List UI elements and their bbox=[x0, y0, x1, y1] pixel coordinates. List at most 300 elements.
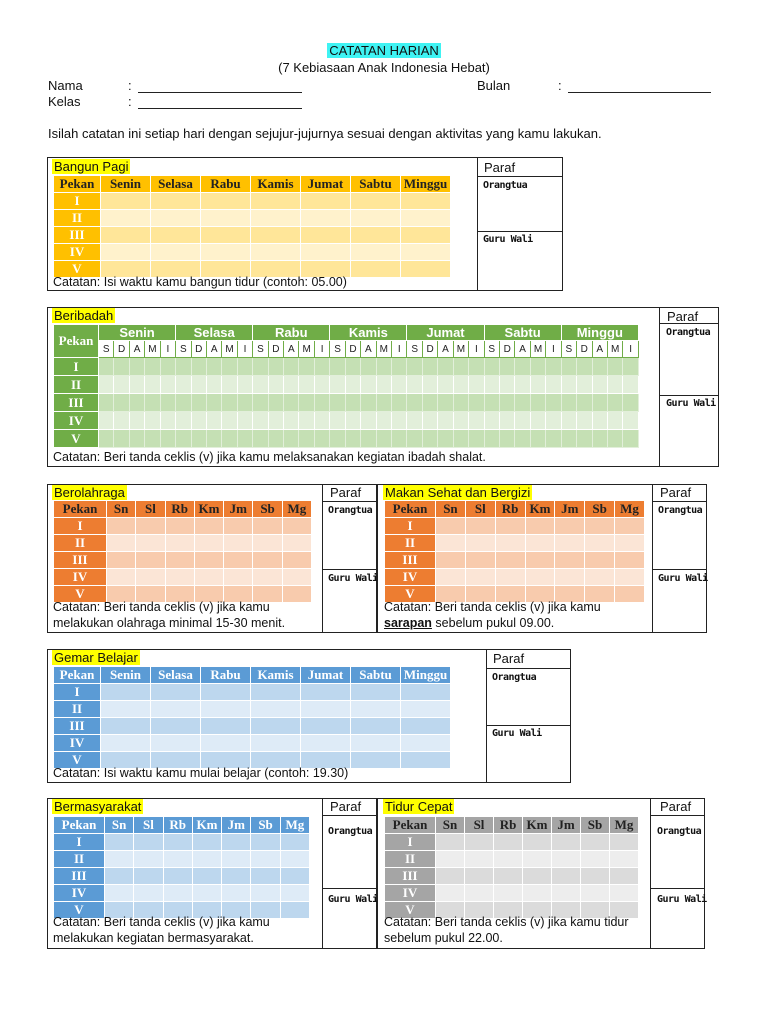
entry-cell[interactable] bbox=[607, 412, 622, 430]
entry-cell[interactable] bbox=[99, 376, 114, 394]
entry-cell[interactable] bbox=[577, 394, 592, 412]
kelas-field[interactable] bbox=[138, 96, 302, 109]
entry-cell[interactable] bbox=[222, 834, 251, 851]
nama-field[interactable] bbox=[138, 80, 302, 93]
entry-cell[interactable] bbox=[615, 569, 645, 586]
bulan-field[interactable] bbox=[568, 80, 711, 93]
entry-cell[interactable] bbox=[392, 412, 407, 430]
entry-cell[interactable] bbox=[546, 358, 561, 376]
entry-cell[interactable] bbox=[515, 394, 530, 412]
entry-cell[interactable] bbox=[206, 394, 221, 412]
entry-cell[interactable] bbox=[361, 394, 376, 412]
entry-cell[interactable] bbox=[224, 552, 253, 569]
entry-cell[interactable] bbox=[201, 701, 251, 718]
entry-cell[interactable] bbox=[585, 535, 615, 552]
entry-cell[interactable] bbox=[438, 394, 453, 412]
entry-cell[interactable] bbox=[129, 412, 144, 430]
entry-cell[interactable] bbox=[194, 569, 223, 586]
entry-cell[interactable] bbox=[484, 376, 499, 394]
entry-cell[interactable] bbox=[555, 552, 585, 569]
entry-cell[interactable] bbox=[351, 227, 401, 244]
entry-cell[interactable] bbox=[422, 430, 437, 448]
entry-cell[interactable] bbox=[222, 868, 251, 885]
entry-cell[interactable] bbox=[201, 244, 251, 261]
entry-cell[interactable] bbox=[165, 535, 194, 552]
entry-cell[interactable] bbox=[136, 518, 165, 535]
entry-cell[interactable] bbox=[592, 358, 607, 376]
entry-cell[interactable] bbox=[552, 868, 581, 885]
entry-cell[interactable] bbox=[552, 851, 581, 868]
entry-cell[interactable] bbox=[114, 376, 129, 394]
entry-cell[interactable] bbox=[201, 210, 251, 227]
entry-cell[interactable] bbox=[251, 684, 301, 701]
entry-cell[interactable] bbox=[101, 193, 151, 210]
entry-cell[interactable] bbox=[145, 358, 160, 376]
entry-cell[interactable] bbox=[494, 834, 523, 851]
entry-cell[interactable] bbox=[345, 376, 360, 394]
entry-cell[interactable] bbox=[436, 518, 466, 535]
entry-cell[interactable] bbox=[525, 518, 555, 535]
entry-cell[interactable] bbox=[585, 552, 615, 569]
entry-cell[interactable] bbox=[165, 552, 194, 569]
entry-cell[interactable] bbox=[105, 851, 134, 868]
entry-cell[interactable] bbox=[237, 394, 252, 412]
entry-cell[interactable] bbox=[330, 430, 345, 448]
entry-cell[interactable] bbox=[222, 885, 251, 902]
entry-cell[interactable] bbox=[145, 376, 160, 394]
entry-cell[interactable] bbox=[105, 834, 134, 851]
entry-cell[interactable] bbox=[191, 430, 206, 448]
entry-cell[interactable] bbox=[201, 684, 251, 701]
entry-cell[interactable] bbox=[484, 394, 499, 412]
entry-cell[interactable] bbox=[222, 412, 237, 430]
entry-cell[interactable] bbox=[136, 552, 165, 569]
entry-cell[interactable] bbox=[585, 518, 615, 535]
entry-cell[interactable] bbox=[101, 210, 151, 227]
entry-cell[interactable] bbox=[237, 376, 252, 394]
entry-cell[interactable] bbox=[561, 394, 576, 412]
entry-cell[interactable] bbox=[194, 518, 223, 535]
entry-cell[interactable] bbox=[515, 412, 530, 430]
entry-cell[interactable] bbox=[577, 358, 592, 376]
entry-cell[interactable] bbox=[99, 358, 114, 376]
entry-cell[interactable] bbox=[523, 868, 552, 885]
entry-cell[interactable] bbox=[101, 244, 151, 261]
entry-cell[interactable] bbox=[314, 376, 329, 394]
entry-cell[interactable] bbox=[523, 851, 552, 868]
entry-cell[interactable] bbox=[99, 394, 114, 412]
entry-cell[interactable] bbox=[401, 193, 451, 210]
entry-cell[interactable] bbox=[351, 735, 401, 752]
entry-cell[interactable] bbox=[376, 358, 391, 376]
entry-cell[interactable] bbox=[465, 834, 494, 851]
entry-cell[interactable] bbox=[282, 535, 311, 552]
entry-cell[interactable] bbox=[585, 569, 615, 586]
entry-cell[interactable] bbox=[465, 851, 494, 868]
entry-cell[interactable] bbox=[251, 227, 301, 244]
entry-cell[interactable] bbox=[361, 358, 376, 376]
entry-cell[interactable] bbox=[280, 868, 309, 885]
entry-cell[interactable] bbox=[469, 358, 484, 376]
entry-cell[interactable] bbox=[163, 834, 192, 851]
entry-cell[interactable] bbox=[284, 358, 299, 376]
entry-cell[interactable] bbox=[469, 412, 484, 430]
entry-cell[interactable] bbox=[581, 868, 610, 885]
entry-cell[interactable] bbox=[607, 430, 622, 448]
entry-cell[interactable] bbox=[407, 394, 422, 412]
entry-cell[interactable] bbox=[284, 376, 299, 394]
entry-cell[interactable] bbox=[134, 834, 163, 851]
entry-cell[interactable] bbox=[114, 394, 129, 412]
entry-cell[interactable] bbox=[282, 552, 311, 569]
entry-cell[interactable] bbox=[206, 358, 221, 376]
entry-cell[interactable] bbox=[151, 227, 201, 244]
entry-cell[interactable] bbox=[222, 851, 251, 868]
entry-cell[interactable] bbox=[176, 430, 191, 448]
entry-cell[interactable] bbox=[101, 684, 151, 701]
entry-cell[interactable] bbox=[253, 552, 282, 569]
entry-cell[interactable] bbox=[581, 885, 610, 902]
entry-cell[interactable] bbox=[224, 518, 253, 535]
entry-cell[interactable] bbox=[615, 552, 645, 569]
entry-cell[interactable] bbox=[129, 394, 144, 412]
entry-cell[interactable] bbox=[515, 358, 530, 376]
entry-cell[interactable] bbox=[251, 701, 301, 718]
entry-cell[interactable] bbox=[465, 868, 494, 885]
entry-cell[interactable] bbox=[422, 394, 437, 412]
entry-cell[interactable] bbox=[136, 535, 165, 552]
entry-cell[interactable] bbox=[151, 193, 201, 210]
entry-cell[interactable] bbox=[299, 430, 314, 448]
entry-cell[interactable] bbox=[623, 412, 639, 430]
entry-cell[interactable] bbox=[222, 376, 237, 394]
entry-cell[interactable] bbox=[610, 885, 639, 902]
entry-cell[interactable] bbox=[436, 868, 465, 885]
entry-cell[interactable] bbox=[453, 412, 468, 430]
entry-cell[interactable] bbox=[134, 868, 163, 885]
entry-cell[interactable] bbox=[351, 718, 401, 735]
entry-cell[interactable] bbox=[555, 518, 585, 535]
entry-cell[interactable] bbox=[422, 376, 437, 394]
entry-cell[interactable] bbox=[301, 210, 351, 227]
entry-cell[interactable] bbox=[392, 376, 407, 394]
entry-cell[interactable] bbox=[253, 358, 268, 376]
entry-cell[interactable] bbox=[192, 851, 221, 868]
entry-cell[interactable] bbox=[592, 376, 607, 394]
entry-cell[interactable] bbox=[453, 430, 468, 448]
entry-cell[interactable] bbox=[268, 394, 283, 412]
entry-cell[interactable] bbox=[206, 412, 221, 430]
entry-cell[interactable] bbox=[436, 851, 465, 868]
entry-cell[interactable] bbox=[494, 868, 523, 885]
entry-cell[interactable] bbox=[453, 358, 468, 376]
entry-cell[interactable] bbox=[407, 358, 422, 376]
entry-cell[interactable] bbox=[330, 394, 345, 412]
entry-cell[interactable] bbox=[436, 834, 465, 851]
entry-cell[interactable] bbox=[129, 430, 144, 448]
entry-cell[interactable] bbox=[607, 394, 622, 412]
entry-cell[interactable] bbox=[546, 430, 561, 448]
entry-cell[interactable] bbox=[99, 430, 114, 448]
entry-cell[interactable] bbox=[251, 244, 301, 261]
entry-cell[interactable] bbox=[561, 430, 576, 448]
entry-cell[interactable] bbox=[401, 227, 451, 244]
entry-cell[interactable] bbox=[495, 535, 525, 552]
entry-cell[interactable] bbox=[407, 430, 422, 448]
entry-cell[interactable] bbox=[546, 412, 561, 430]
entry-cell[interactable] bbox=[151, 244, 201, 261]
entry-cell[interactable] bbox=[607, 376, 622, 394]
entry-cell[interactable] bbox=[401, 684, 451, 701]
entry-cell[interactable] bbox=[345, 430, 360, 448]
entry-cell[interactable] bbox=[151, 718, 201, 735]
entry-cell[interactable] bbox=[253, 412, 268, 430]
entry-cell[interactable] bbox=[401, 261, 451, 278]
entry-cell[interactable] bbox=[577, 412, 592, 430]
entry-cell[interactable] bbox=[495, 569, 525, 586]
entry-cell[interactable] bbox=[282, 586, 311, 603]
entry-cell[interactable] bbox=[160, 412, 175, 430]
entry-cell[interactable] bbox=[280, 834, 309, 851]
entry-cell[interactable] bbox=[280, 902, 309, 919]
entry-cell[interactable] bbox=[107, 518, 136, 535]
entry-cell[interactable] bbox=[351, 752, 401, 769]
entry-cell[interactable] bbox=[101, 718, 151, 735]
entry-cell[interactable] bbox=[101, 701, 151, 718]
entry-cell[interactable] bbox=[251, 735, 301, 752]
entry-cell[interactable] bbox=[499, 394, 514, 412]
entry-cell[interactable] bbox=[101, 735, 151, 752]
entry-cell[interactable] bbox=[552, 834, 581, 851]
entry-cell[interactable] bbox=[351, 210, 401, 227]
entry-cell[interactable] bbox=[361, 412, 376, 430]
entry-cell[interactable] bbox=[301, 244, 351, 261]
entry-cell[interactable] bbox=[407, 412, 422, 430]
entry-cell[interactable] bbox=[192, 834, 221, 851]
entry-cell[interactable] bbox=[401, 244, 451, 261]
entry-cell[interactable] bbox=[523, 885, 552, 902]
entry-cell[interactable] bbox=[165, 518, 194, 535]
entry-cell[interactable] bbox=[530, 394, 545, 412]
entry-cell[interactable] bbox=[253, 430, 268, 448]
entry-cell[interactable] bbox=[345, 394, 360, 412]
entry-cell[interactable] bbox=[530, 358, 545, 376]
entry-cell[interactable] bbox=[465, 885, 494, 902]
entry-cell[interactable] bbox=[253, 569, 282, 586]
entry-cell[interactable] bbox=[438, 412, 453, 430]
entry-cell[interactable] bbox=[436, 535, 466, 552]
entry-cell[interactable] bbox=[361, 376, 376, 394]
entry-cell[interactable] bbox=[581, 851, 610, 868]
entry-cell[interactable] bbox=[465, 569, 495, 586]
entry-cell[interactable] bbox=[401, 210, 451, 227]
entry-cell[interactable] bbox=[546, 376, 561, 394]
entry-cell[interactable] bbox=[145, 430, 160, 448]
entry-cell[interactable] bbox=[251, 868, 280, 885]
entry-cell[interactable] bbox=[224, 569, 253, 586]
entry-cell[interactable] bbox=[453, 376, 468, 394]
entry-cell[interactable] bbox=[237, 358, 252, 376]
entry-cell[interactable] bbox=[253, 535, 282, 552]
entry-cell[interactable] bbox=[376, 412, 391, 430]
entry-cell[interactable] bbox=[301, 735, 351, 752]
entry-cell[interactable] bbox=[610, 868, 639, 885]
entry-cell[interactable] bbox=[105, 868, 134, 885]
entry-cell[interactable] bbox=[284, 412, 299, 430]
entry-cell[interactable] bbox=[401, 701, 451, 718]
entry-cell[interactable] bbox=[237, 412, 252, 430]
entry-cell[interactable] bbox=[301, 701, 351, 718]
entry-cell[interactable] bbox=[330, 412, 345, 430]
entry-cell[interactable] bbox=[376, 430, 391, 448]
entry-cell[interactable] bbox=[136, 569, 165, 586]
entry-cell[interactable] bbox=[201, 718, 251, 735]
entry-cell[interactable] bbox=[376, 376, 391, 394]
entry-cell[interactable] bbox=[160, 376, 175, 394]
entry-cell[interactable] bbox=[299, 358, 314, 376]
entry-cell[interactable] bbox=[523, 834, 552, 851]
entry-cell[interactable] bbox=[361, 430, 376, 448]
entry-cell[interactable] bbox=[282, 569, 311, 586]
entry-cell[interactable] bbox=[345, 358, 360, 376]
entry-cell[interactable] bbox=[422, 412, 437, 430]
entry-cell[interactable] bbox=[555, 569, 585, 586]
entry-cell[interactable] bbox=[134, 885, 163, 902]
entry-cell[interactable] bbox=[422, 358, 437, 376]
entry-cell[interactable] bbox=[351, 701, 401, 718]
entry-cell[interactable] bbox=[268, 412, 283, 430]
entry-cell[interactable] bbox=[592, 430, 607, 448]
entry-cell[interactable] bbox=[469, 394, 484, 412]
entry-cell[interactable] bbox=[484, 430, 499, 448]
entry-cell[interactable] bbox=[577, 376, 592, 394]
entry-cell[interactable] bbox=[282, 518, 311, 535]
entry-cell[interactable] bbox=[330, 358, 345, 376]
entry-cell[interactable] bbox=[194, 535, 223, 552]
entry-cell[interactable] bbox=[114, 412, 129, 430]
entry-cell[interactable] bbox=[623, 394, 639, 412]
entry-cell[interactable] bbox=[438, 358, 453, 376]
entry-cell[interactable] bbox=[376, 394, 391, 412]
entry-cell[interactable] bbox=[251, 834, 280, 851]
entry-cell[interactable] bbox=[494, 885, 523, 902]
entry-cell[interactable] bbox=[114, 430, 129, 448]
entry-cell[interactable] bbox=[151, 701, 201, 718]
entry-cell[interactable] bbox=[401, 752, 451, 769]
entry-cell[interactable] bbox=[284, 430, 299, 448]
entry-cell[interactable] bbox=[107, 535, 136, 552]
entry-cell[interactable] bbox=[280, 885, 309, 902]
entry-cell[interactable] bbox=[351, 684, 401, 701]
entry-cell[interactable] bbox=[555, 535, 585, 552]
entry-cell[interactable] bbox=[176, 412, 191, 430]
entry-cell[interactable] bbox=[561, 412, 576, 430]
entry-cell[interactable] bbox=[301, 684, 351, 701]
entry-cell[interactable] bbox=[99, 412, 114, 430]
entry-cell[interactable] bbox=[268, 358, 283, 376]
entry-cell[interactable] bbox=[392, 394, 407, 412]
entry-cell[interactable] bbox=[280, 851, 309, 868]
entry-cell[interactable] bbox=[176, 394, 191, 412]
entry-cell[interactable] bbox=[515, 376, 530, 394]
entry-cell[interactable] bbox=[105, 885, 134, 902]
entry-cell[interactable] bbox=[160, 394, 175, 412]
entry-cell[interactable] bbox=[623, 358, 639, 376]
entry-cell[interactable] bbox=[299, 394, 314, 412]
entry-cell[interactable] bbox=[314, 412, 329, 430]
entry-cell[interactable] bbox=[191, 394, 206, 412]
entry-cell[interactable] bbox=[407, 376, 422, 394]
entry-cell[interactable] bbox=[546, 394, 561, 412]
entry-cell[interactable] bbox=[577, 430, 592, 448]
entry-cell[interactable] bbox=[581, 834, 610, 851]
entry-cell[interactable] bbox=[129, 358, 144, 376]
entry-cell[interactable] bbox=[253, 518, 282, 535]
entry-cell[interactable] bbox=[401, 718, 451, 735]
entry-cell[interactable] bbox=[251, 193, 301, 210]
entry-cell[interactable] bbox=[301, 718, 351, 735]
entry-cell[interactable] bbox=[495, 518, 525, 535]
entry-cell[interactable] bbox=[495, 552, 525, 569]
entry-cell[interactable] bbox=[465, 552, 495, 569]
entry-cell[interactable] bbox=[499, 430, 514, 448]
entry-cell[interactable] bbox=[438, 430, 453, 448]
entry-cell[interactable] bbox=[129, 376, 144, 394]
entry-cell[interactable] bbox=[191, 412, 206, 430]
entry-cell[interactable] bbox=[251, 851, 280, 868]
entry-cell[interactable] bbox=[191, 358, 206, 376]
entry-cell[interactable] bbox=[206, 376, 221, 394]
entry-cell[interactable] bbox=[114, 358, 129, 376]
entry-cell[interactable] bbox=[176, 358, 191, 376]
entry-cell[interactable] bbox=[237, 430, 252, 448]
entry-cell[interactable] bbox=[530, 376, 545, 394]
entry-cell[interactable] bbox=[592, 394, 607, 412]
entry-cell[interactable] bbox=[345, 412, 360, 430]
entry-cell[interactable] bbox=[251, 210, 301, 227]
entry-cell[interactable] bbox=[163, 851, 192, 868]
entry-cell[interactable] bbox=[561, 376, 576, 394]
entry-cell[interactable] bbox=[438, 376, 453, 394]
entry-cell[interactable] bbox=[469, 376, 484, 394]
entry-cell[interactable] bbox=[525, 535, 555, 552]
entry-cell[interactable] bbox=[499, 412, 514, 430]
entry-cell[interactable] bbox=[465, 535, 495, 552]
entry-cell[interactable] bbox=[401, 735, 451, 752]
entry-cell[interactable] bbox=[607, 358, 622, 376]
entry-cell[interactable] bbox=[145, 412, 160, 430]
entry-cell[interactable] bbox=[465, 518, 495, 535]
entry-cell[interactable] bbox=[453, 394, 468, 412]
entry-cell[interactable] bbox=[224, 535, 253, 552]
entry-cell[interactable] bbox=[222, 358, 237, 376]
entry-cell[interactable] bbox=[515, 430, 530, 448]
entry-cell[interactable] bbox=[392, 358, 407, 376]
entry-cell[interactable] bbox=[301, 193, 351, 210]
entry-cell[interactable] bbox=[530, 430, 545, 448]
entry-cell[interactable] bbox=[192, 885, 221, 902]
entry-cell[interactable] bbox=[610, 834, 639, 851]
entry-cell[interactable] bbox=[201, 735, 251, 752]
entry-cell[interactable] bbox=[615, 535, 645, 552]
entry-cell[interactable] bbox=[561, 358, 576, 376]
entry-cell[interactable] bbox=[392, 430, 407, 448]
entry-cell[interactable] bbox=[151, 210, 201, 227]
entry-cell[interactable] bbox=[314, 430, 329, 448]
entry-cell[interactable] bbox=[107, 569, 136, 586]
entry-cell[interactable] bbox=[134, 851, 163, 868]
entry-cell[interactable] bbox=[615, 586, 645, 603]
